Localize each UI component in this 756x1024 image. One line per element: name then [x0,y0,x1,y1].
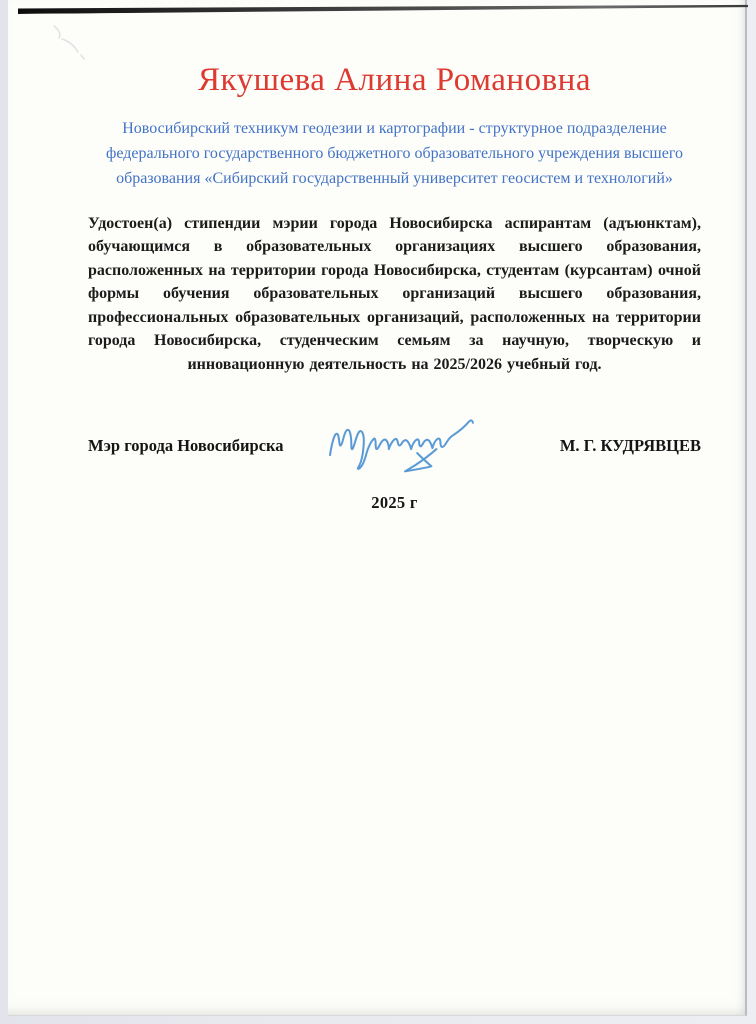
signature-stroke-flourish [405,450,436,472]
year-label: 2025 г [371,493,418,513]
certificate-content [8,0,745,513]
signature-image [326,410,478,478]
award-text: Удостоен(а) стипендии мэрии города Новосибирска аспирантам (адъюнктам), обучающимся в образовательных организациях высшего образования, расположенных на территории города Новосибирска, студентам (курсантам) очной формы обучения образовательных организаций высшего образования, профессиональных образовательных организаций, расположенных на территории города Новосибирска, студенческим семьям за научную, творческую и инновационную деятельность на 2025/2026 учебный год. [88,214,701,373]
signer-title: Мэр города Новосибирска [88,436,284,456]
signature-stroke-main [330,421,473,469]
certificate-page [7,0,747,1016]
signer-name: М. Г. КУДРЯВЦЕВ [559,436,701,456]
institution-name: Новосибирский техникум геодезии и картографии - структурное подразделение федерального государственного бюджетного образовательного учреждения высшего образования «Сибирский государственный университет геосистем и технологий» [106,119,683,187]
signature-row [88,414,701,478]
recipient-name: Якушева Алина Романовна [198,62,591,98]
